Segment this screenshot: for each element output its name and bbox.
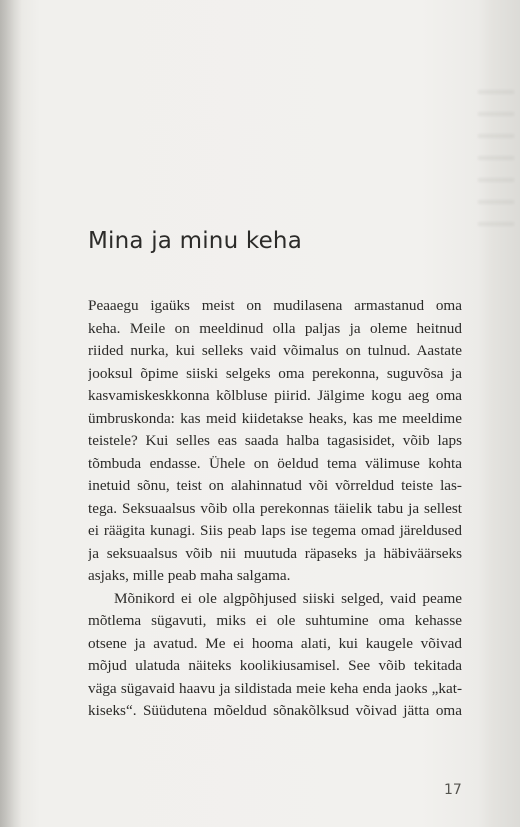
text-line: mõtlema sügavuti, miks ei ole suhtumine oma kehasse [88, 612, 462, 629]
chapter-title: Mina ja minu keha [88, 228, 302, 254]
text-line: kiseks“. Süüdutena mõeldud sõnakõlksud võivad jätta oma [88, 702, 462, 719]
text-line: tega. Seksuaalsus võib olla perekonnas täielik tabu ja sellest [88, 499, 462, 517]
text-line: väga sügavaid haavu ja sildistada meie keha enda jaoks „kat- [88, 679, 462, 697]
paragraph-1 [88, 295, 462, 588]
body-text [88, 295, 462, 723]
gutter-shadow [0, 0, 22, 827]
text-line: mõjud ulatuda näiteks koolikiusamisel. See võib tekitada [88, 657, 462, 674]
text-line: ümbruskonda: kas meid kiidetakse heaks, kas me meeldime [88, 409, 462, 427]
text-line: kasvamiskeskkonna kõlbluse piirid. Jälgime kogu aeg oma [88, 387, 462, 404]
text-line: jooksul õpime siiski selgeks oma perekonna, suguvõsa ja [88, 364, 462, 382]
text-line: inetuid sõnu, teist on alahinnatud või võrreldud teiste las- [88, 477, 462, 494]
text-line: otsene ja avatud. Me ei hooma alati, kui kaugele võivad [88, 634, 462, 652]
paragraph-2 [88, 588, 462, 723]
text-line: teistele? Kui selles eas saada halba tagasisidet, võib laps [88, 432, 462, 449]
text-line: asjaks, mille peab maha salgama. [88, 567, 291, 584]
text-line: ja seksuaalsus võib nii muutuda räpaseks ja häbiväärseks [88, 544, 462, 562]
page-number: 17 [444, 782, 462, 798]
text-line: keha. Meile on meeldinud olla paljas ja oleme heitnud [88, 319, 462, 337]
text-line: ei räägita kunagi. Siis peab laps ise tegema omad järeldused [88, 522, 462, 539]
show-through-text [478, 90, 514, 240]
text-line: tõmbuda endasse. Ühele on öeldud tema välimuse kohta [88, 454, 462, 472]
text-line: riided nurka, kui selleks vaid võimalus on tulnud. Aastate [88, 342, 462, 359]
text-line: Mõnikord ei ole algpõhjused siiski selged, vaid peame [114, 589, 462, 607]
text-line: Peaaegu igaüks meist on mudilasena armastanud oma [88, 297, 462, 314]
